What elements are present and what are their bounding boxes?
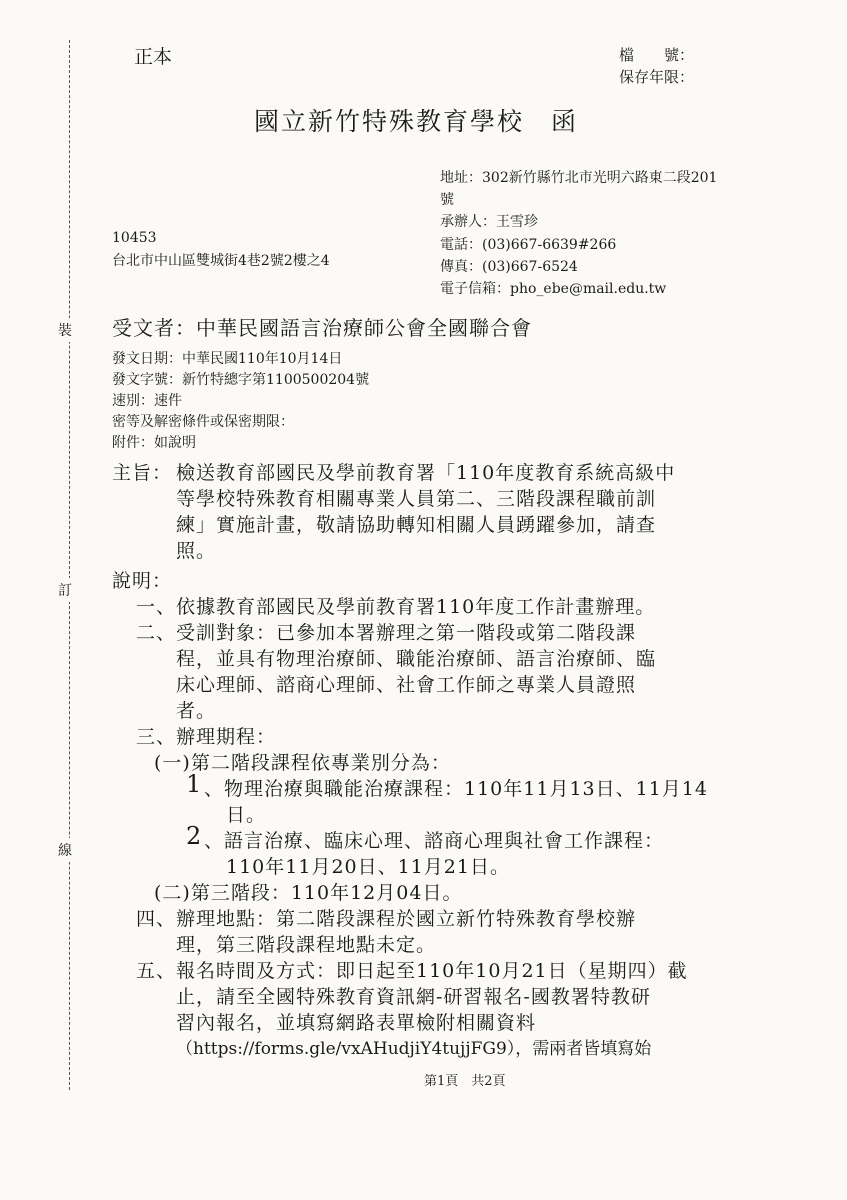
schedule-sub2: (二)第三階段：110年12月04日。: [154, 882, 463, 904]
item-number: 三、: [136, 726, 177, 748]
schedule-item-number: 1: [186, 770, 202, 798]
recipient-address: 台北市中山區雙城街4巷2號2樓之4: [112, 253, 330, 269]
item-number: 一、: [136, 596, 177, 618]
item-line: 受訓對象：已參加本署辦理之第一階段或第二階段課: [176, 622, 637, 644]
item-number: 五、: [136, 960, 177, 982]
subject-label: 主旨：: [112, 462, 173, 484]
file-no-label: 檔 號：: [619, 46, 695, 64]
retention-label: 保存年限：: [619, 68, 695, 86]
postal-code: 10453: [112, 230, 157, 246]
speed-class: 速別：速件: [112, 393, 182, 409]
item-line: 止，請至全國特殊教育資訊網-研習報名-國教署特教研: [176, 986, 651, 1008]
page-number: 第1頁 共2頁: [424, 1074, 506, 1089]
recipient: 受文者：中華民國語言治療師公會全國聯合會: [112, 316, 532, 340]
item-line: 辦理地點：第二階段課程於國立新竹特殊教育學校辦: [176, 908, 637, 930]
attachment: 附件：如說明: [112, 435, 196, 451]
subject-line: 練」實施計畫，敬請協助轉知相關人員踴躍參加，請查: [176, 514, 657, 536]
issue-date: 發文日期：中華民國110年10月14日: [112, 351, 343, 367]
item-line: 報名時間及方式：即日起至110年10月21日（星期四）截: [176, 960, 688, 982]
item-line: 者。: [176, 700, 217, 722]
item-line: 床心理師、諮商心理師、社會工作師之專業人員證照: [176, 674, 637, 696]
item-line: 理，第三階段課程地點未定。: [176, 934, 437, 956]
secrecy: 密等及解密條件或保密期限：: [112, 414, 294, 430]
sender-phone: 電話：(03)667-6639#266: [440, 237, 617, 253]
sender-address: 地址：302新竹縣竹北市光明六路東二段201: [440, 170, 718, 186]
item-line: 習內報名，並填寫網路表單檢附相關資料: [176, 1012, 537, 1034]
sender-email: 電子信箱：pho_ebe@mail.edu.tw: [440, 281, 667, 297]
item-number: 四、: [136, 908, 177, 930]
subject-line: 照。: [176, 540, 217, 562]
schedule-item-line: 110年11月20日、11月21日。: [226, 856, 510, 878]
binding-mark-xian: 線: [58, 838, 72, 862]
schedule-sub1: (一)第二階段課程依專業別分為：: [154, 752, 451, 774]
item-number: 二、: [136, 622, 177, 644]
sender-fax: 傳真：(03)667-6524: [440, 259, 578, 275]
binding-mark-ding: 訂: [58, 578, 72, 602]
sender-contact: 承辦人：王雪珍: [440, 214, 538, 230]
schedule-item-number: 2: [186, 822, 202, 850]
subject-line: 等學校特殊教育相關專業人員第二、三階段課程職前訓: [176, 488, 657, 510]
schedule-item-line: 、語言治療、臨床心理、諮商心理與社會工作課程：: [204, 830, 665, 852]
schedule-item-line: 、物理治療與職能治療課程：110年11月13日、11月14: [204, 778, 708, 800]
explanation-label: 說明：: [112, 570, 173, 592]
schedule-item-line: 日。: [226, 804, 267, 826]
binding-mark-zhuang: 裝: [58, 318, 72, 342]
item-line: 辦理期程：: [176, 726, 277, 748]
item-line: 程，並具有物理治療師、職能治療師、語言治療師、臨: [176, 648, 657, 670]
binding-line: [69, 40, 70, 1090]
copy-label: 正本: [134, 46, 173, 68]
item-line: （https://forms.gle/vxAHudjiY4tujjFG9），需兩者皆填寫始: [176, 1039, 652, 1059]
document-title: 國立新竹特殊教育學校 函: [254, 107, 579, 136]
document-number: 發文字號：新竹特總字第1100500204號: [112, 372, 370, 388]
sender-address-cont: 號: [440, 192, 454, 208]
item-line: 依據教育部國民及學前教育署110年度工作計畫辦理。: [176, 596, 656, 618]
subject-line: 檢送教育部國民及學前教育署「110年度教育系統高級中: [176, 462, 676, 484]
